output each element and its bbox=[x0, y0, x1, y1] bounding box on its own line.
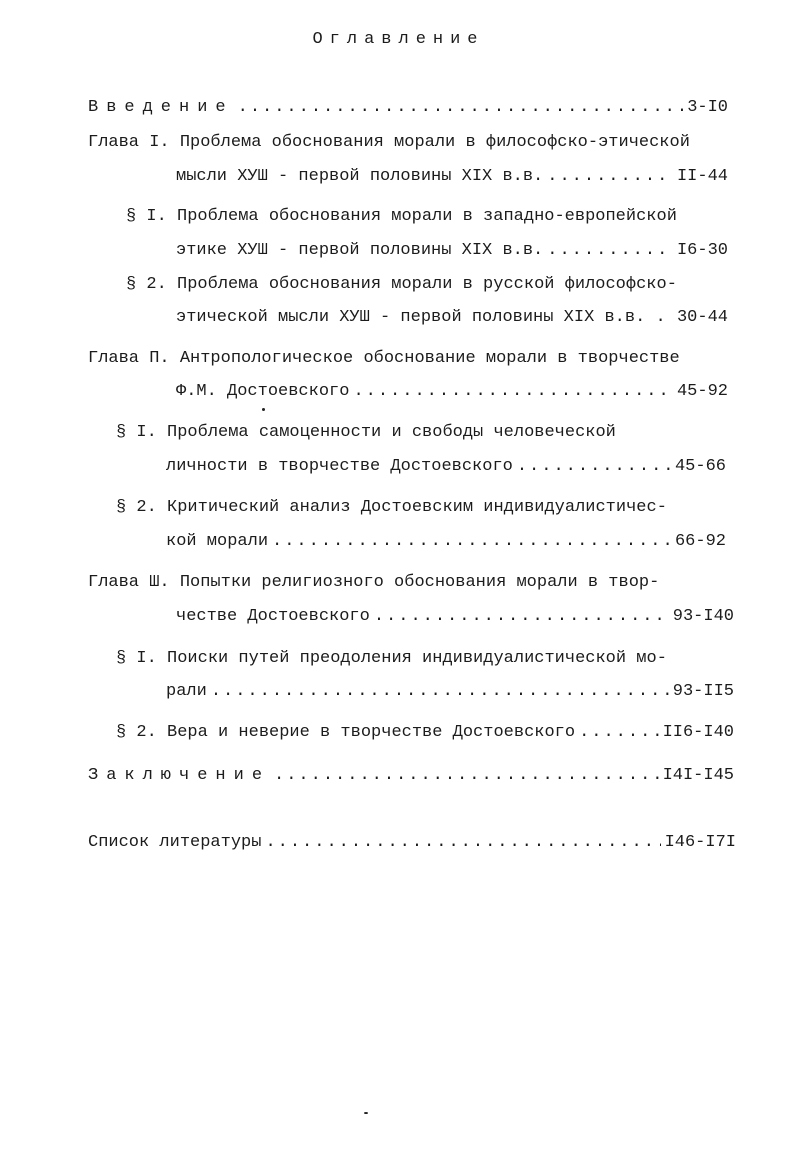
toc-label: честве Достоевского bbox=[176, 607, 370, 626]
toc-pages: 93-I40 bbox=[672, 607, 734, 626]
toc-chapter-3-title: Глава Ш. Попытки религиозного обоснования морали в твор- bbox=[88, 573, 660, 592]
toc-entry-section-3-2 bbox=[116, 722, 734, 744]
toc-pages: 45-92 bbox=[676, 382, 728, 401]
dot-leader bbox=[547, 240, 673, 262]
toc-entry-chapter-2 bbox=[176, 381, 728, 403]
toc-entry-section-2-2 bbox=[166, 531, 726, 553]
toc-pages: 66-92 bbox=[674, 532, 726, 551]
toc-section-1-2-title: § 2. Проблема обоснования морали в русской философско- bbox=[126, 275, 677, 294]
toc-label: Список литературы bbox=[88, 833, 262, 852]
dot-leader bbox=[211, 681, 669, 703]
toc-entry-chapter-1 bbox=[176, 166, 728, 188]
toc-entry-conclusion bbox=[88, 765, 734, 787]
toc-chapter-2-title: Глава П. Антропологическое обоснование морали в творчестве bbox=[88, 349, 680, 368]
page-title: Оглавление bbox=[312, 30, 485, 49]
dot-leader bbox=[265, 832, 660, 854]
toc-label: этической мысли ХУШ - первой половины XIX в.в. . bbox=[176, 308, 666, 327]
toc-entry-section-2-1 bbox=[166, 456, 726, 478]
dot-leader bbox=[353, 381, 673, 403]
toc-section-3-1-title: § I. Поиски путей преодоления индивидуалистической мо- bbox=[116, 649, 667, 668]
stray-mark bbox=[364, 1112, 368, 1114]
toc-entry-section-1-1 bbox=[176, 240, 728, 262]
toc-label: Заключение bbox=[88, 766, 271, 785]
toc-pages: 30-44 bbox=[676, 308, 728, 327]
toc-label: Ф.М. Достоевского bbox=[176, 382, 350, 401]
dot-leader bbox=[272, 531, 671, 553]
toc-label: кой морали bbox=[166, 532, 269, 551]
toc-pages: II-44 bbox=[676, 167, 728, 186]
toc-pages: I46-I7I bbox=[664, 833, 736, 852]
toc-section-1-1-title: § I. Проблема обоснования морали в западно-европейской bbox=[126, 207, 677, 226]
toc-label: рали bbox=[166, 682, 207, 701]
toc-pages: I4I-I45 bbox=[662, 766, 734, 785]
dot-leader bbox=[374, 606, 669, 628]
dot-leader bbox=[517, 456, 671, 478]
dot-leader bbox=[238, 97, 684, 119]
toc-pages: I6-30 bbox=[676, 241, 728, 260]
toc-pages: 3-I0 bbox=[687, 98, 728, 117]
dot-leader bbox=[274, 765, 659, 787]
toc-label: мысли ХУШ - первой половины XIX в.в. bbox=[176, 167, 544, 186]
dot-leader bbox=[579, 722, 659, 744]
stray-mark bbox=[262, 408, 265, 411]
toc-entry-introduction bbox=[88, 97, 728, 119]
toc-entry-section-1-2 bbox=[176, 307, 728, 329]
toc-label: § 2. Вера и неверие в творчестве Достоевского bbox=[116, 723, 576, 742]
toc-pages: II6-I40 bbox=[662, 723, 734, 742]
toc-chapter-1-title: Глава I. Проблема обоснования морали в философско-этической bbox=[88, 133, 690, 152]
toc-label: Введение bbox=[88, 98, 234, 117]
toc-entry-bibliography bbox=[88, 832, 736, 854]
toc-label: личности в творчестве Достоевского bbox=[166, 457, 513, 476]
dot-leader bbox=[547, 166, 673, 188]
toc-entry-chapter-3 bbox=[176, 606, 734, 628]
toc-label: этике ХУШ - первой половины XIX в.в. bbox=[176, 241, 544, 260]
toc-pages: 45-66 bbox=[674, 457, 726, 476]
toc-section-2-1-title: § I. Проблема самоценности и свободы человеческой bbox=[116, 423, 616, 442]
toc-entry-section-3-1 bbox=[166, 681, 734, 703]
toc-pages: 93-II5 bbox=[672, 682, 734, 701]
toc-section-2-2-title: § 2. Критический анализ Достоевским индивидуалистичес- bbox=[116, 498, 667, 517]
